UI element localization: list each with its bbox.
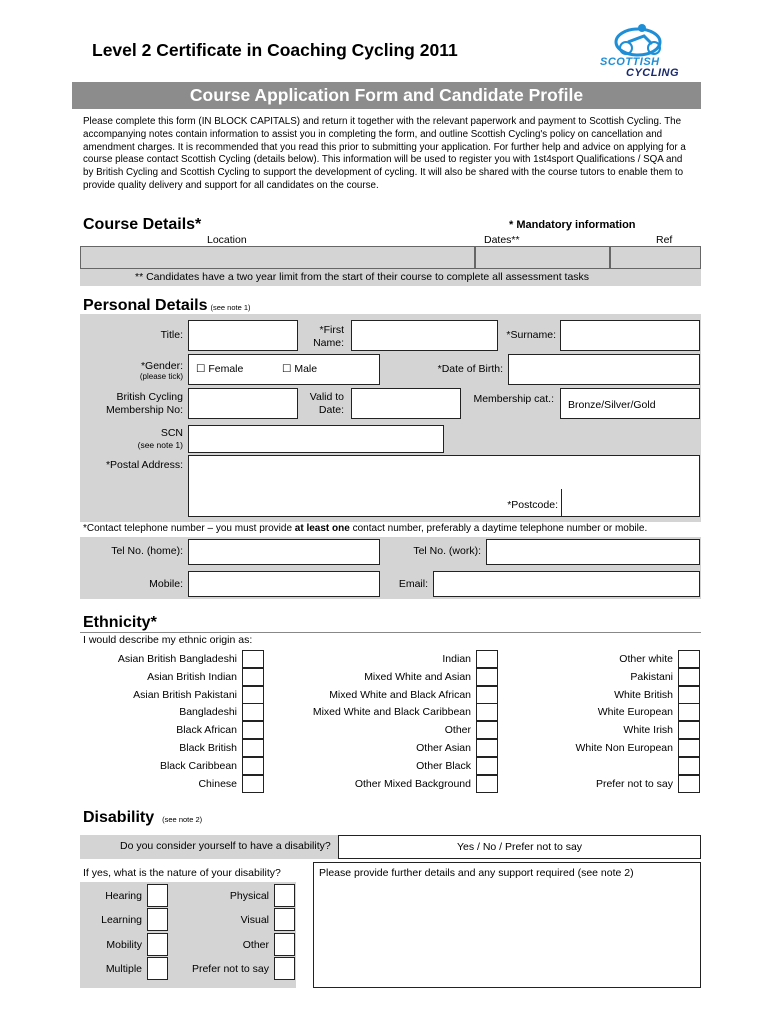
ethnicity-label-white-european: White European: [597, 706, 673, 719]
scottish-cycling-logo: [598, 20, 694, 82]
ethnicity-label-chinese: Chinese: [198, 777, 237, 790]
ethnicity-checkbox-white-non-european[interactable]: [678, 739, 700, 757]
course-details-panel: [80, 246, 701, 286]
ethnicity-label-white-british: White British: [614, 688, 673, 701]
ethnicity-label-bangladeshi: Bangladeshi: [179, 706, 237, 719]
ethnicity-label-mixed-white-and-black-african: Mixed White and Black African: [329, 688, 471, 701]
ethnicity-label-asian-british-pakistani: Asian British Pakistani: [133, 688, 237, 701]
ethnicity-checkbox-mixed-white-and-asian[interactable]: [476, 668, 498, 686]
banner-title: Course Application Form and Candidate Profile: [189, 85, 584, 105]
bc-membership-field[interactable]: [188, 388, 298, 419]
membership-cat-options: Bronze/Silver/Gold: [568, 399, 656, 411]
ethnicity-checkbox-other[interactable]: [476, 721, 498, 739]
valid-to-field[interactable]: [351, 388, 461, 419]
ethnicity-checkbox-blank[interactable]: [678, 757, 700, 775]
contact-note-post: contact number, preferably a daytime telephone number or mobile.: [349, 523, 648, 534]
postcode-divider: [561, 489, 562, 517]
disability-checkbox-hearing[interactable]: [147, 884, 168, 907]
disability-label-mobility: Mobility: [106, 938, 142, 951]
membership-cat-field[interactable]: [560, 388, 700, 419]
course-details-heading: Course Details*: [83, 216, 202, 233]
ethnicity-label-asian-british-indian: Asian British Indian: [147, 670, 237, 683]
ethnicity-describe: I would describe my ethnic origin as:: [83, 634, 253, 646]
ethnicity-checkbox-prefer-not-to-say[interactable]: [678, 775, 700, 793]
disability-answer: Yes / No / Prefer not to say: [456, 841, 583, 853]
logo-text-scottish: SCOTTISH: [600, 56, 660, 68]
ethnicity-label-other-white: Other white: [619, 653, 673, 665]
male-option[interactable]: ☐ Male: [282, 363, 318, 375]
scn-note: (see note 1): [137, 440, 183, 450]
page-title: Level 2 Certificate in Coaching Cycling 2011: [92, 40, 458, 60]
disability-checkbox-learning[interactable]: [147, 908, 168, 931]
bc-membership-label-1: British Cycling: [116, 391, 183, 403]
col-ref: Ref: [656, 234, 673, 246]
ethnicity-checkbox-bangladeshi[interactable]: [242, 703, 264, 721]
ethnicity-label-indian: Indian: [442, 653, 471, 665]
ethnicity-label-asian-british-bangladeshi: Asian British Bangladeshi: [117, 653, 237, 665]
title-field[interactable]: [188, 320, 298, 351]
tel-work-label: Tel No. (work):: [413, 545, 481, 557]
disability-label-learning: Learning: [101, 914, 142, 927]
surname-field[interactable]: [560, 320, 700, 351]
please-tick-note: (please tick): [139, 372, 183, 381]
disability-label-hearing: Hearing: [105, 890, 142, 902]
first-name-label-2: Name:: [313, 337, 344, 349]
email-label: Email:: [398, 578, 428, 590]
surname-label: *Surname:: [506, 329, 556, 341]
ethnicity-checkbox-mixed-white-and-black-african[interactable]: [476, 686, 498, 704]
gender-label: *Gender:: [140, 360, 183, 372]
ethnicity-checkbox-other-white[interactable]: [678, 650, 700, 668]
tel-home-label: Tel No. (home):: [111, 545, 183, 557]
ethnicity-checkbox-indian[interactable]: [476, 650, 498, 668]
course-time-limit-note: ** Candidates have a two year limit from the start of their course to complete all assessment tasks: [135, 271, 590, 283]
ethnicity-checkbox-asian-british-indian[interactable]: [242, 668, 264, 686]
personal-heading-text: Personal Details: [83, 297, 208, 314]
ethnicity-heading: Ethnicity*: [83, 614, 157, 631]
ethnicity-label-black-british: Black British: [179, 742, 237, 754]
ethnicity-checkbox-asian-british-bangladeshi[interactable]: [242, 650, 264, 668]
intro-text: Please complete this form (IN BLOCK CAPITALS) and return it together with the relevant paperwork and payment to Scottish Cycling. The accompanying notes contain information to assist you in completing the form, and outline Scottish Cycling's policy on cancellation and amendment charges. It is recommended that you read this prior to submitting your application. For further help and advice on applying for a course please contact Scottish Cycling (details below). This information will be used to register you with 1st4sport Qualifications / SQA and by British Cycling and Scottish Cycling to support the development of cycling. It will also be shared with the course tutors to enable them to provide quality delivery and support for all candidates on the course.: [83, 116, 686, 191]
disability-checkbox-other[interactable]: [274, 933, 295, 956]
postal-address-field[interactable]: [188, 455, 700, 517]
disability-nature-question: If yes, what is the nature of your disability?: [83, 867, 281, 879]
ethnicity-checkbox-other-asian[interactable]: [476, 739, 498, 757]
ethnicity-checkbox-chinese[interactable]: [242, 775, 264, 793]
scn-field[interactable]: [188, 425, 444, 453]
ethnicity-checkbox-pakistani[interactable]: [678, 668, 700, 686]
disability-heading-text: Disability: [83, 809, 155, 826]
first-name-label-1: *First: [319, 324, 344, 336]
ethnicity-label-black-african: Black African: [176, 724, 237, 737]
ethnicity-label-other-asian: Other Asian: [416, 742, 471, 754]
bc-membership-label-2: Membership No:: [105, 404, 183, 416]
ethnicity-label-prefer-not-to-say: Prefer not to say: [595, 777, 673, 790]
disability-details-label: Please provide further details and any support required (see note 2): [319, 867, 634, 879]
cyclist-icon: [598, 20, 694, 60]
ethnicity-checkbox-white-irish[interactable]: [678, 721, 700, 739]
postcode-label: *Postcode:: [507, 499, 558, 511]
ethnicity-label-white-non-european: White Non European: [575, 742, 673, 754]
disability-label-visual: Visual: [240, 914, 269, 927]
disability-label-physical: Physical: [229, 890, 269, 902]
ethnicity-checkbox-white-european[interactable]: [678, 703, 700, 721]
ethnicity-checkbox-mixed-white-and-black-caribbean[interactable]: [476, 703, 498, 721]
disability-checkbox-multiple[interactable]: [147, 957, 168, 980]
contact-note-pre: *Contact telephone number – you must provide: [83, 523, 295, 534]
logo-text-cycling: CYCLING: [626, 67, 679, 79]
ethnicity-label-white-irish: White Irish: [623, 724, 673, 737]
ethnicity-label-black-caribbean: Black Caribbean: [159, 759, 237, 772]
disability-checkbox-mobility[interactable]: [147, 933, 168, 956]
ethnicity-label-mixed-white-and-asian: Mixed White and Asian: [364, 670, 471, 683]
ethnicity-checkbox-other-mixed-background[interactable]: [476, 775, 498, 793]
ethnicity-checkbox-black-african[interactable]: [242, 721, 264, 739]
col-location: Location: [207, 234, 247, 246]
ethnicity-label-pakistani: Pakistani: [630, 670, 673, 683]
ethnicity-label-other-black: Other Black: [416, 759, 471, 772]
contact-note: [83, 523, 647, 534]
email-field[interactable]: [433, 571, 700, 597]
mobile-field[interactable]: [188, 571, 380, 597]
disability-checkbox-visual[interactable]: [274, 908, 295, 931]
form-banner: [72, 82, 701, 109]
postal-address-label: *Postal Address:: [105, 459, 183, 471]
disability-checkbox-prefer-not-to-say[interactable]: [274, 957, 295, 980]
dob-field[interactable]: [508, 354, 700, 385]
ethnicity-label-other-mixed-background: Other Mixed Background: [354, 777, 471, 790]
disability-question: Do you consider yourself to have a disability?: [120, 840, 331, 852]
ethnicity-checkbox-other-black[interactable]: [476, 757, 498, 775]
membership-cat-label: Membership cat.:: [473, 393, 554, 405]
tel-work-field[interactable]: [486, 539, 700, 565]
first-name-field[interactable]: [351, 320, 498, 351]
mandatory-note: * Mandatory information: [509, 219, 636, 231]
female-option[interactable]: ☐ Female: [196, 363, 244, 375]
col-dates: Dates**: [484, 234, 520, 246]
course-ref-field[interactable]: [610, 246, 701, 269]
disability-details-field[interactable]: [313, 862, 701, 988]
contact-note-bold: at least one: [294, 523, 350, 534]
ethnicity-checkbox-white-british[interactable]: [678, 686, 700, 704]
ethnicity-label-other: Other: [444, 724, 471, 737]
dob-label: *Date of Birth:: [437, 363, 503, 375]
valid-to-label-1: Valid to: [309, 391, 344, 403]
disability-label-other: Other: [242, 938, 269, 951]
disability-label-multiple: Multiple: [105, 962, 142, 975]
mobile-label: Mobile:: [149, 578, 183, 590]
course-location-field[interactable]: [80, 246, 475, 269]
title-label: Title:: [160, 329, 183, 341]
ethnicity-checkbox-black-british[interactable]: [242, 739, 264, 757]
course-dates-field[interactable]: [475, 246, 610, 269]
ethnicity-label-mixed-white-and-black-caribbean: Mixed White and Black Caribbean: [312, 706, 471, 719]
disability-heading-note: (see note 2): [162, 815, 203, 824]
disability-checkbox-physical[interactable]: [274, 884, 295, 907]
ethnicity-checkbox-asian-british-pakistani[interactable]: [242, 686, 264, 704]
disability-label-prefer-not-to-say: Prefer not to say: [191, 962, 269, 975]
ethnicity-checkbox-black-caribbean[interactable]: [242, 757, 264, 775]
ethnicity-divider: [80, 632, 701, 633]
personal-heading-note: (see note 1): [210, 303, 251, 312]
valid-to-label-2: Date:: [318, 404, 344, 416]
tel-home-field[interactable]: [188, 539, 380, 565]
personal-details-heading: [83, 297, 251, 315]
disability-heading: [83, 809, 202, 827]
scn-label: SCN: [160, 427, 183, 439]
